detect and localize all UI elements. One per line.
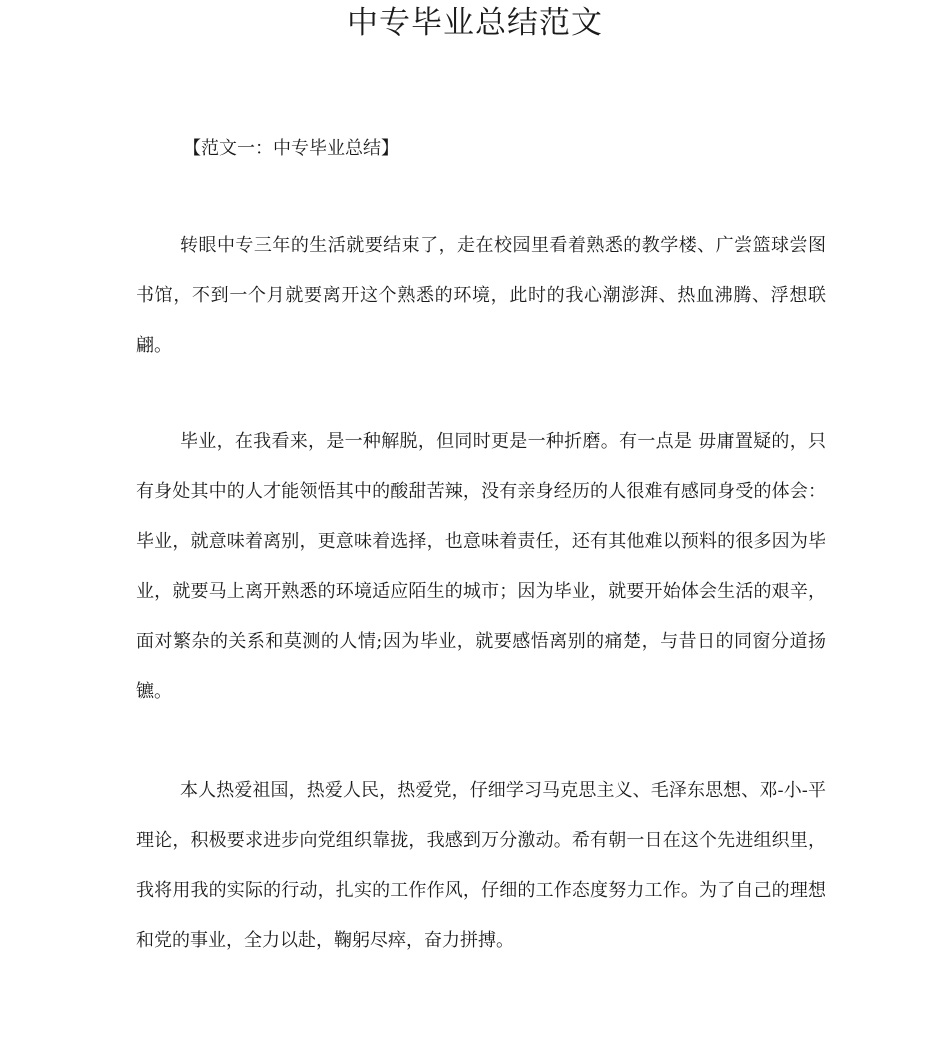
paragraph-2: 毕业，在我看来，是一种解脱，但同时更是一种折磨。有一点是 毋庸置疑的，只有身处其中的人才能领悟其中的酸甜苦辣，没有亲身经历的人很难有感同身受的体会：毕业，就意味着离别，更意味着选择，也意味着责任，还有其他难以预料的很多因为毕业，就要马上离开熟悉的环境适应陌生的城市；因为毕业，就要开始体会生活的艰辛，面对繁杂的关系和莫测的人情;因为毕业，就要感悟离别的痛楚，与昔日的同窗分道扬镳。 (136, 431, 826, 702)
paragraph-1: 转眼中专三年的生活就要结束了，走在校园里看着熟悉的教学楼、广尝篮球尝图书馆，不到一个月就要离开这个熟悉的环境，此时的我心潮澎湃、热血沸腾、浮想联翩。 (136, 235, 826, 356)
section-heading: 【范文一：中专毕业总结】 (183, 138, 399, 159)
document-title: 中专毕业总结范文 (347, 5, 603, 41)
paragraph-3: 本人热爱祖国，热爱人民，热爱党，仔细学习马克思主义、毛泽东思想、邓-小-平理论，积极要求进步向党组织靠拢，我感到万分激动。希有朝一日在这个先进组织里，我将用我的实际的行动，扎实的工作作风，仔细的工作态度努力工作。为了自己的理想和党的事业，全力以赴，鞠躬尽瘁，奋力拼搏。 (136, 780, 826, 951)
